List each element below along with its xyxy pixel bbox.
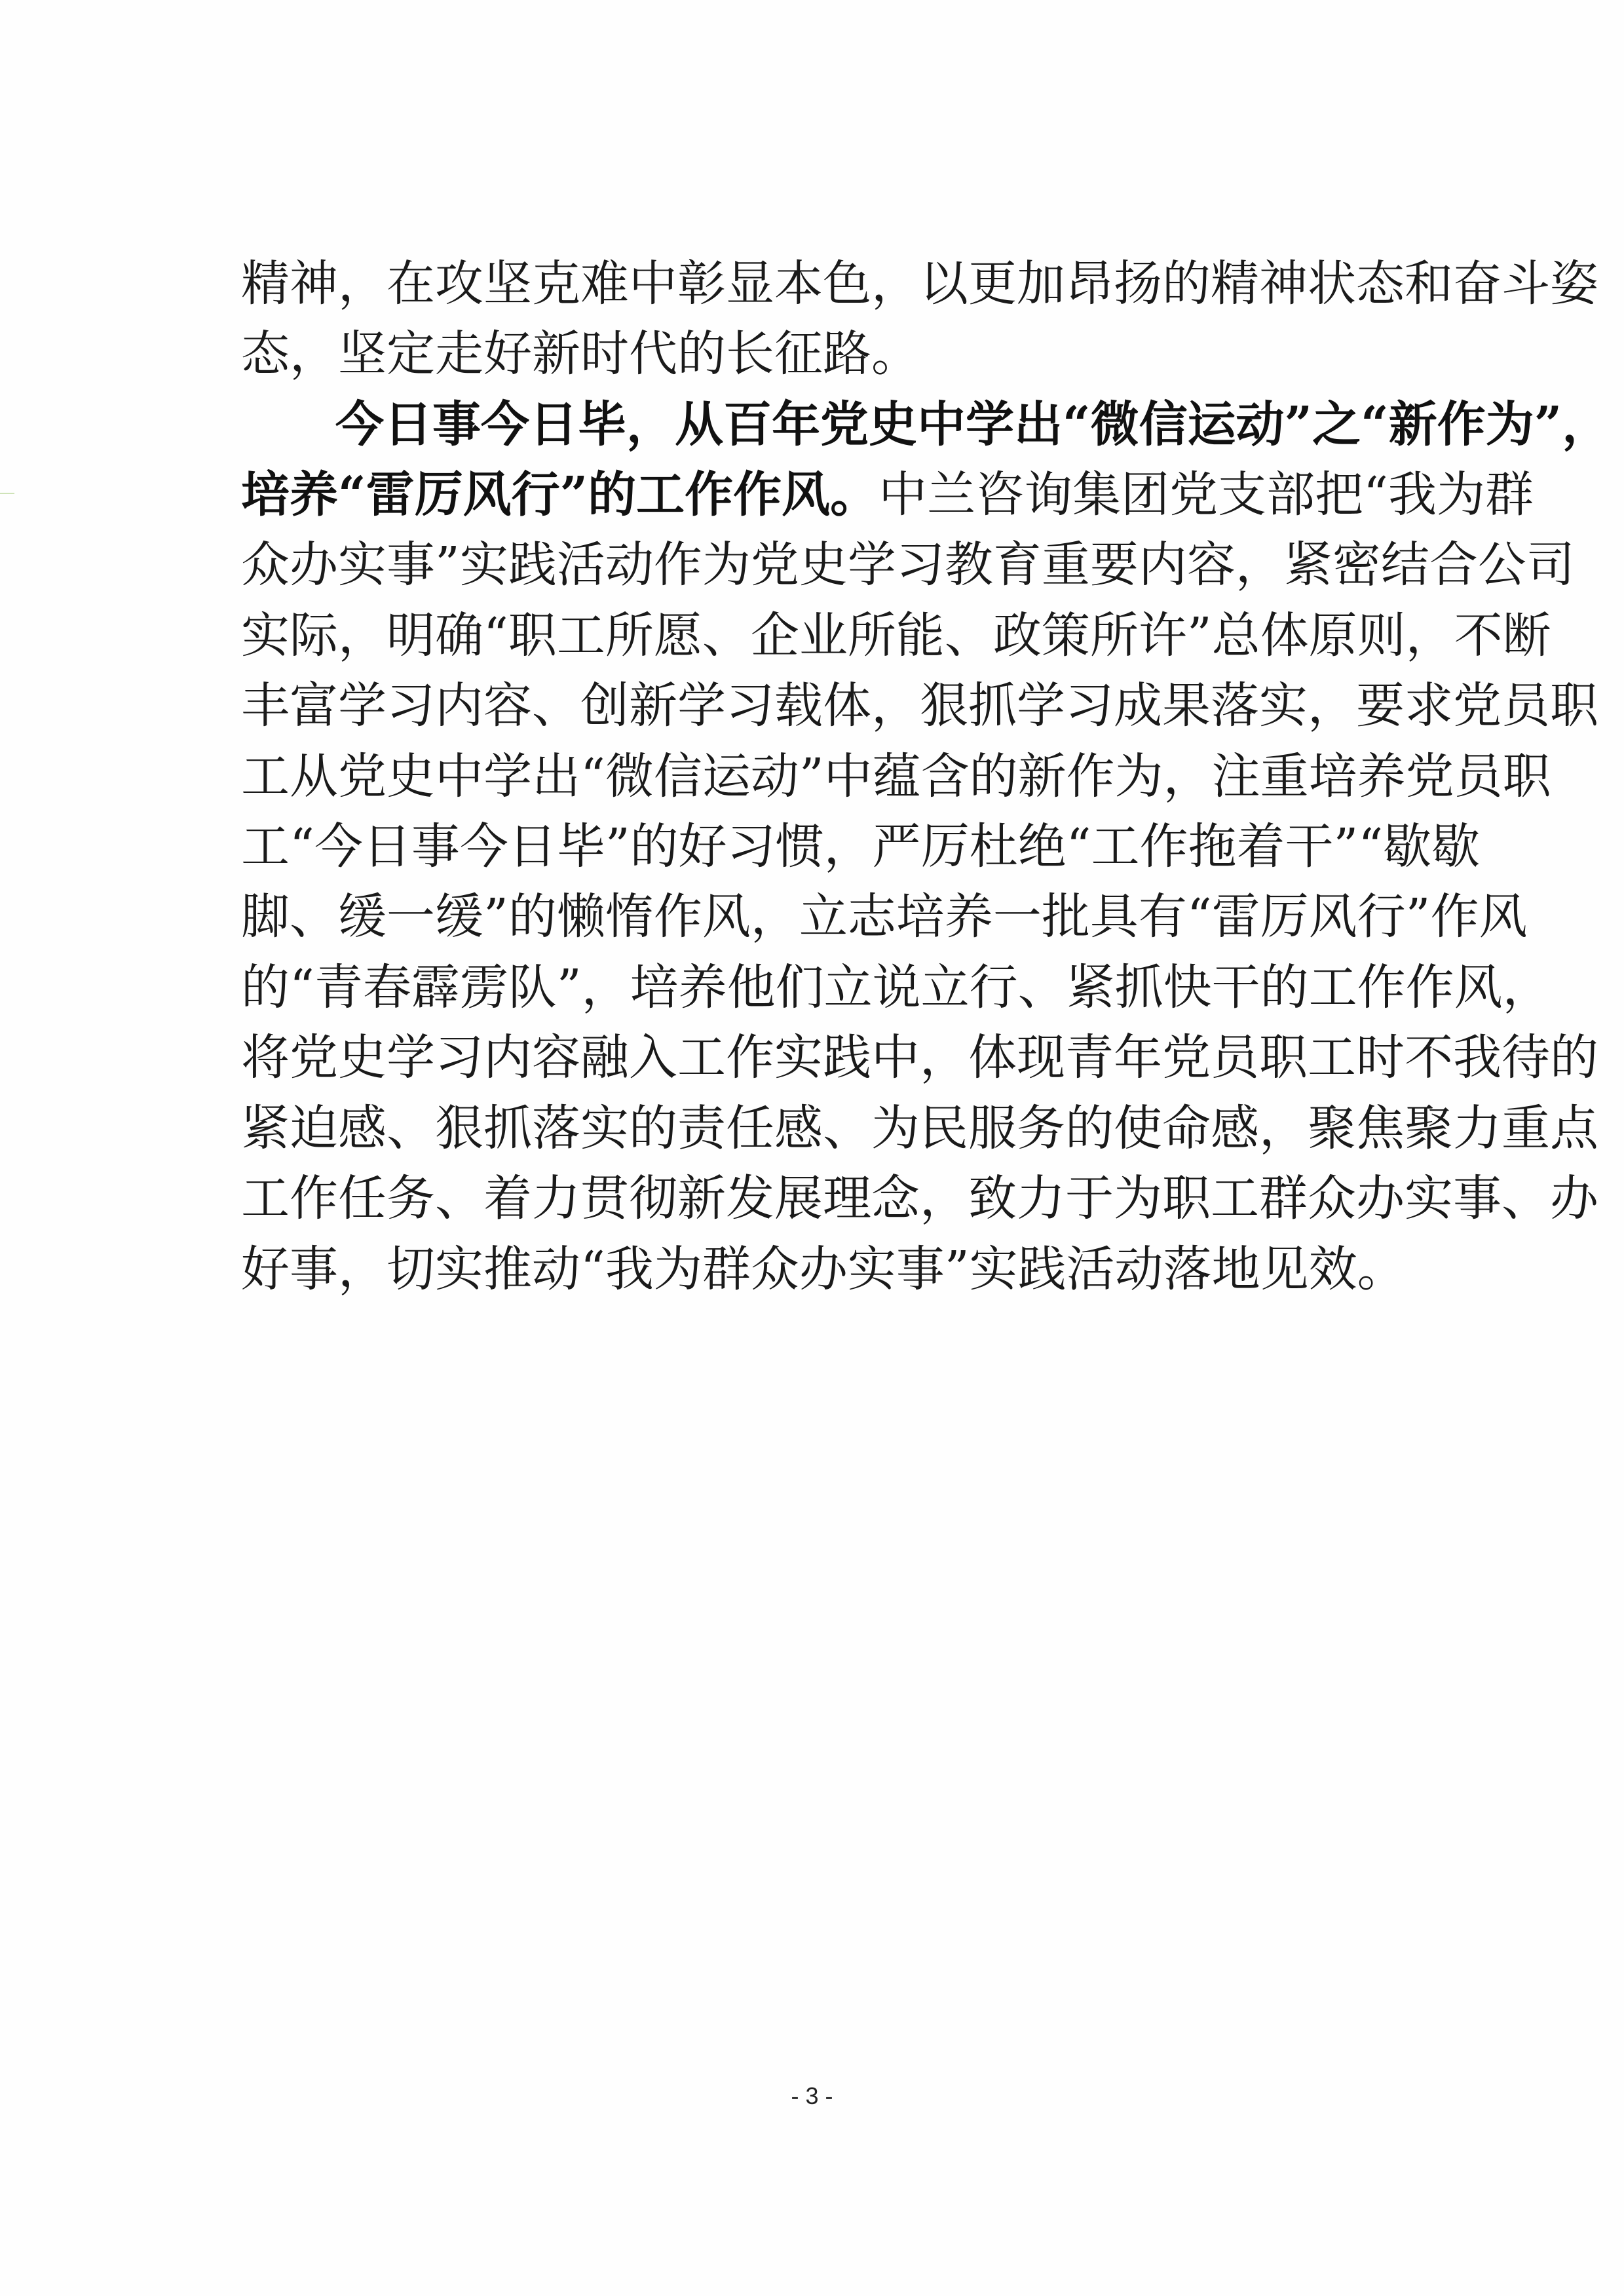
- page-number: - 3 -: [791, 2082, 833, 2109]
- paragraph-2-line-9: 的“青春霹雳队”，培养他们立说立行、紧抓快干的工作作风，: [241, 959, 1551, 1016]
- paragraph-2-line-2: [241, 462, 1534, 527]
- scan-artifact-mark: [0, 493, 14, 494]
- paragraph-2-line-8: 脚、缓一缓”的懒惰作风，立志培养一批具有“雷厉风行”作风: [241, 889, 1528, 945]
- paragraph-2-heading-line-2: 培养“雷厉风行”的工作作风。: [241, 467, 879, 523]
- paragraph-2-line-2-rest: 中兰咨询集团党支部把“我为群: [878, 467, 1534, 523]
- paragraph-2-line-10: 将党史学习内容融入工作实践中，体现青年党员职工时不我待的: [241, 1029, 1598, 1086]
- paragraph-2-heading-line-1: 今日事今日毕，从百年党史中学出“微信运动”之“新作为”，: [335, 396, 1611, 453]
- paragraph-2-line-4: 实际，明确“职工所愿、企业所能、政策所许”总体原则，不断: [241, 607, 1551, 664]
- paragraph-1-line-2: 态，坚定走好新时代的长征路。: [241, 326, 920, 382]
- paragraph-2-line-12: 工作任务、着力贯彻新发展理念，致力于为职工群众办实事、办: [241, 1170, 1598, 1227]
- paragraph-2-line-3: 众办实事”实践活动作为党史学习教育重要内容，紧密结合公司: [241, 537, 1575, 593]
- paragraph-2-line-11: 紧迫感、狠抓落实的责任感、为民服务的使命感，聚焦聚力重点: [241, 1100, 1598, 1157]
- paragraph-2-line-13: 好事，切实推动“我为群众办实事”实践活动落地见效。: [241, 1241, 1406, 1297]
- paragraph-2-line-7: 工“今日事今日毕”的好习惯，严厉杜绝“工作拖着干”“歇歇: [241, 818, 1481, 875]
- paragraph-1-line-1: 精神，在攻坚克难中彰显本色，以更加昂扬的精神状态和奋斗姿: [241, 256, 1598, 312]
- paragraph-2-line-5: 丰富学习内容、创新学习载体，狠抓学习成果落实，要求党员职: [241, 678, 1598, 734]
- paragraph-2-line-6: 工从党史中学出“微信运动”中蕴含的新作为，注重培养党员职: [241, 748, 1551, 805]
